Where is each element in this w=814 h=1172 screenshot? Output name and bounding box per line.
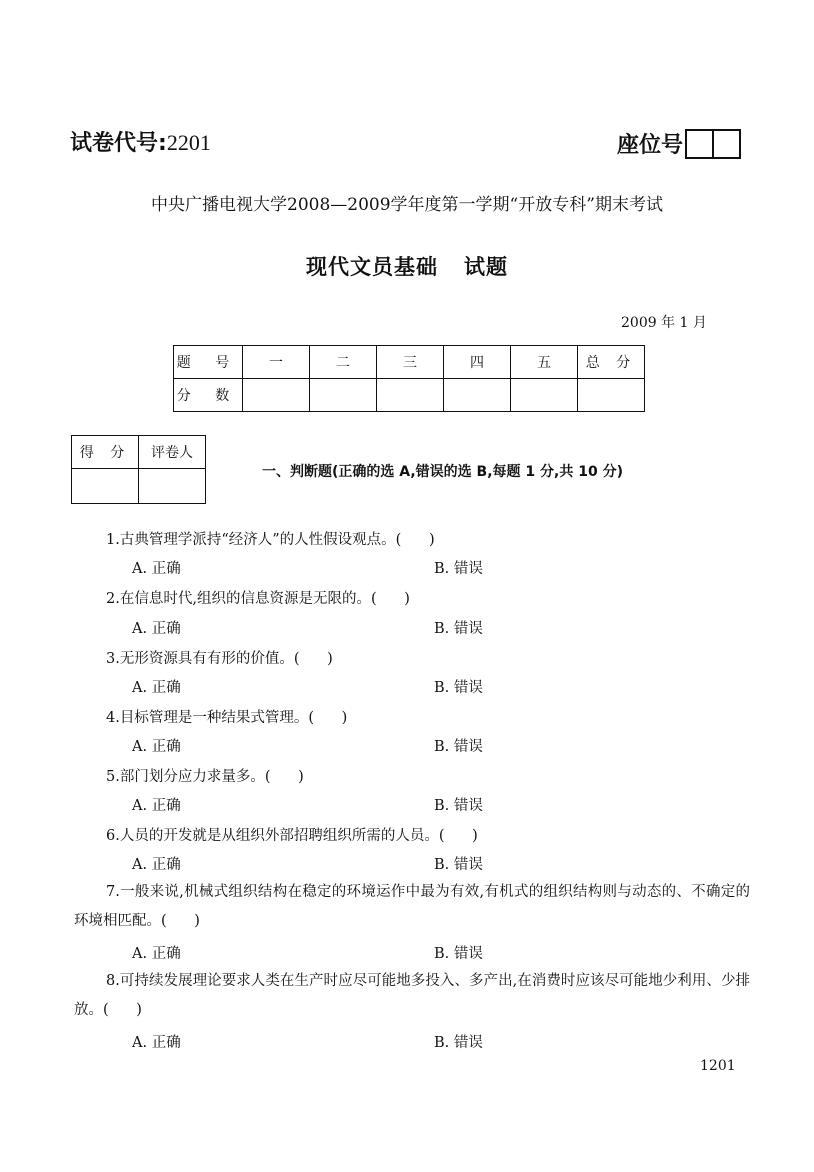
option-b[interactable]: B. 错误 <box>434 561 483 577</box>
paper-code-label: 试卷代号: <box>70 131 167 156</box>
option-b[interactable]: B. 错误 <box>434 621 483 637</box>
paper-code <box>70 126 211 157</box>
seat-box-cell[interactable] <box>687 131 712 157</box>
option-b[interactable]: B. 错误 <box>434 798 483 814</box>
option-a[interactable]: A. 正确 <box>132 798 181 814</box>
score-column-header: 四 <box>444 346 511 379</box>
title-suffix: 试题 <box>464 255 508 279</box>
question-text: 6.人员的开发就是从组织外部招聘组织所需的人员。( ) <box>106 828 478 844</box>
question-text: 5.部门划分应力求量多。( ) <box>106 769 304 785</box>
question-number-label: 题 号 <box>174 346 243 379</box>
score-column-header: 三 <box>377 346 444 379</box>
option-a[interactable]: A. 正确 <box>132 739 181 755</box>
score-cell[interactable] <box>444 379 511 412</box>
seat-box-cell[interactable] <box>712 131 739 157</box>
section-score-cell[interactable] <box>72 469 139 504</box>
score-cell[interactable] <box>243 379 310 412</box>
paper-code-number: 2201 <box>166 130 211 155</box>
option-a[interactable]: A. 正确 <box>132 561 181 577</box>
score-column-header: 一 <box>243 346 310 379</box>
score-header: 得 分 <box>72 436 139 469</box>
option-a[interactable]: A. 正确 <box>132 680 181 696</box>
question-text: 7.一般来说,机械式组织结构在稳定的环境运作中最为有效,有机式的组织结构则与动态的、不确定的环境相匹配。( ) <box>74 884 750 929</box>
option-a[interactable]: A. 正确 <box>132 857 181 873</box>
section-title: 一、判断题(正确的选 A,错误的选 B,每题 1 分,共 10 分) <box>262 464 623 480</box>
option-b[interactable]: B. 错误 <box>434 946 483 962</box>
option-b[interactable]: B. 错误 <box>434 680 483 696</box>
score-cell[interactable] <box>578 379 645 412</box>
question-text: 1.古典管理学派持“经济人”的人性假设观点。( ) <box>106 532 435 548</box>
grader-table <box>71 435 206 504</box>
question-text: 4.目标管理是一种结果式管理。( ) <box>106 710 348 726</box>
option-b[interactable]: B. 错误 <box>434 857 483 873</box>
course-title: 现代文员基础 <box>306 255 438 279</box>
score-cell[interactable] <box>511 379 578 412</box>
score-column-header: 二 <box>310 346 377 379</box>
exam-date: 2009 年 1 月 <box>621 315 707 331</box>
option-b[interactable]: B. 错误 <box>434 739 483 755</box>
grader-header: 评卷人 <box>139 436 206 469</box>
score-table <box>173 345 645 412</box>
option-a[interactable]: A. 正确 <box>132 946 181 962</box>
grader-cell[interactable] <box>139 469 206 504</box>
seat-number-boxes[interactable] <box>685 129 741 159</box>
seat-number <box>617 128 741 159</box>
score-column-header: 总 分 <box>578 346 645 379</box>
score-label: 分 数 <box>174 379 243 412</box>
question-text: 8.可持续发展理论要求人类在生产时应尽可能地多投入、多产出,在消费时应该尽可能地少利用、少排放。( ) <box>74 973 750 1018</box>
score-cell[interactable] <box>377 379 444 412</box>
option-a[interactable]: A. 正确 <box>132 1035 181 1051</box>
page-number: 1201 <box>700 1058 736 1074</box>
seat-number-label: 座位号 <box>617 133 684 158</box>
option-b[interactable]: B. 错误 <box>434 1035 483 1051</box>
question-text: 2.在信息时代,组织的信息资源是无限的。( ) <box>106 591 410 607</box>
exam-header: 中央广播电视大学2008—2009学年度第一学期“开放专科”期末考试 <box>151 195 663 215</box>
score-cell[interactable] <box>310 379 377 412</box>
page-title <box>0 251 814 281</box>
question-text: 3.无形资源具有有形的价值。( ) <box>106 651 333 667</box>
score-column-header: 五 <box>511 346 578 379</box>
option-a[interactable]: A. 正确 <box>132 621 181 637</box>
